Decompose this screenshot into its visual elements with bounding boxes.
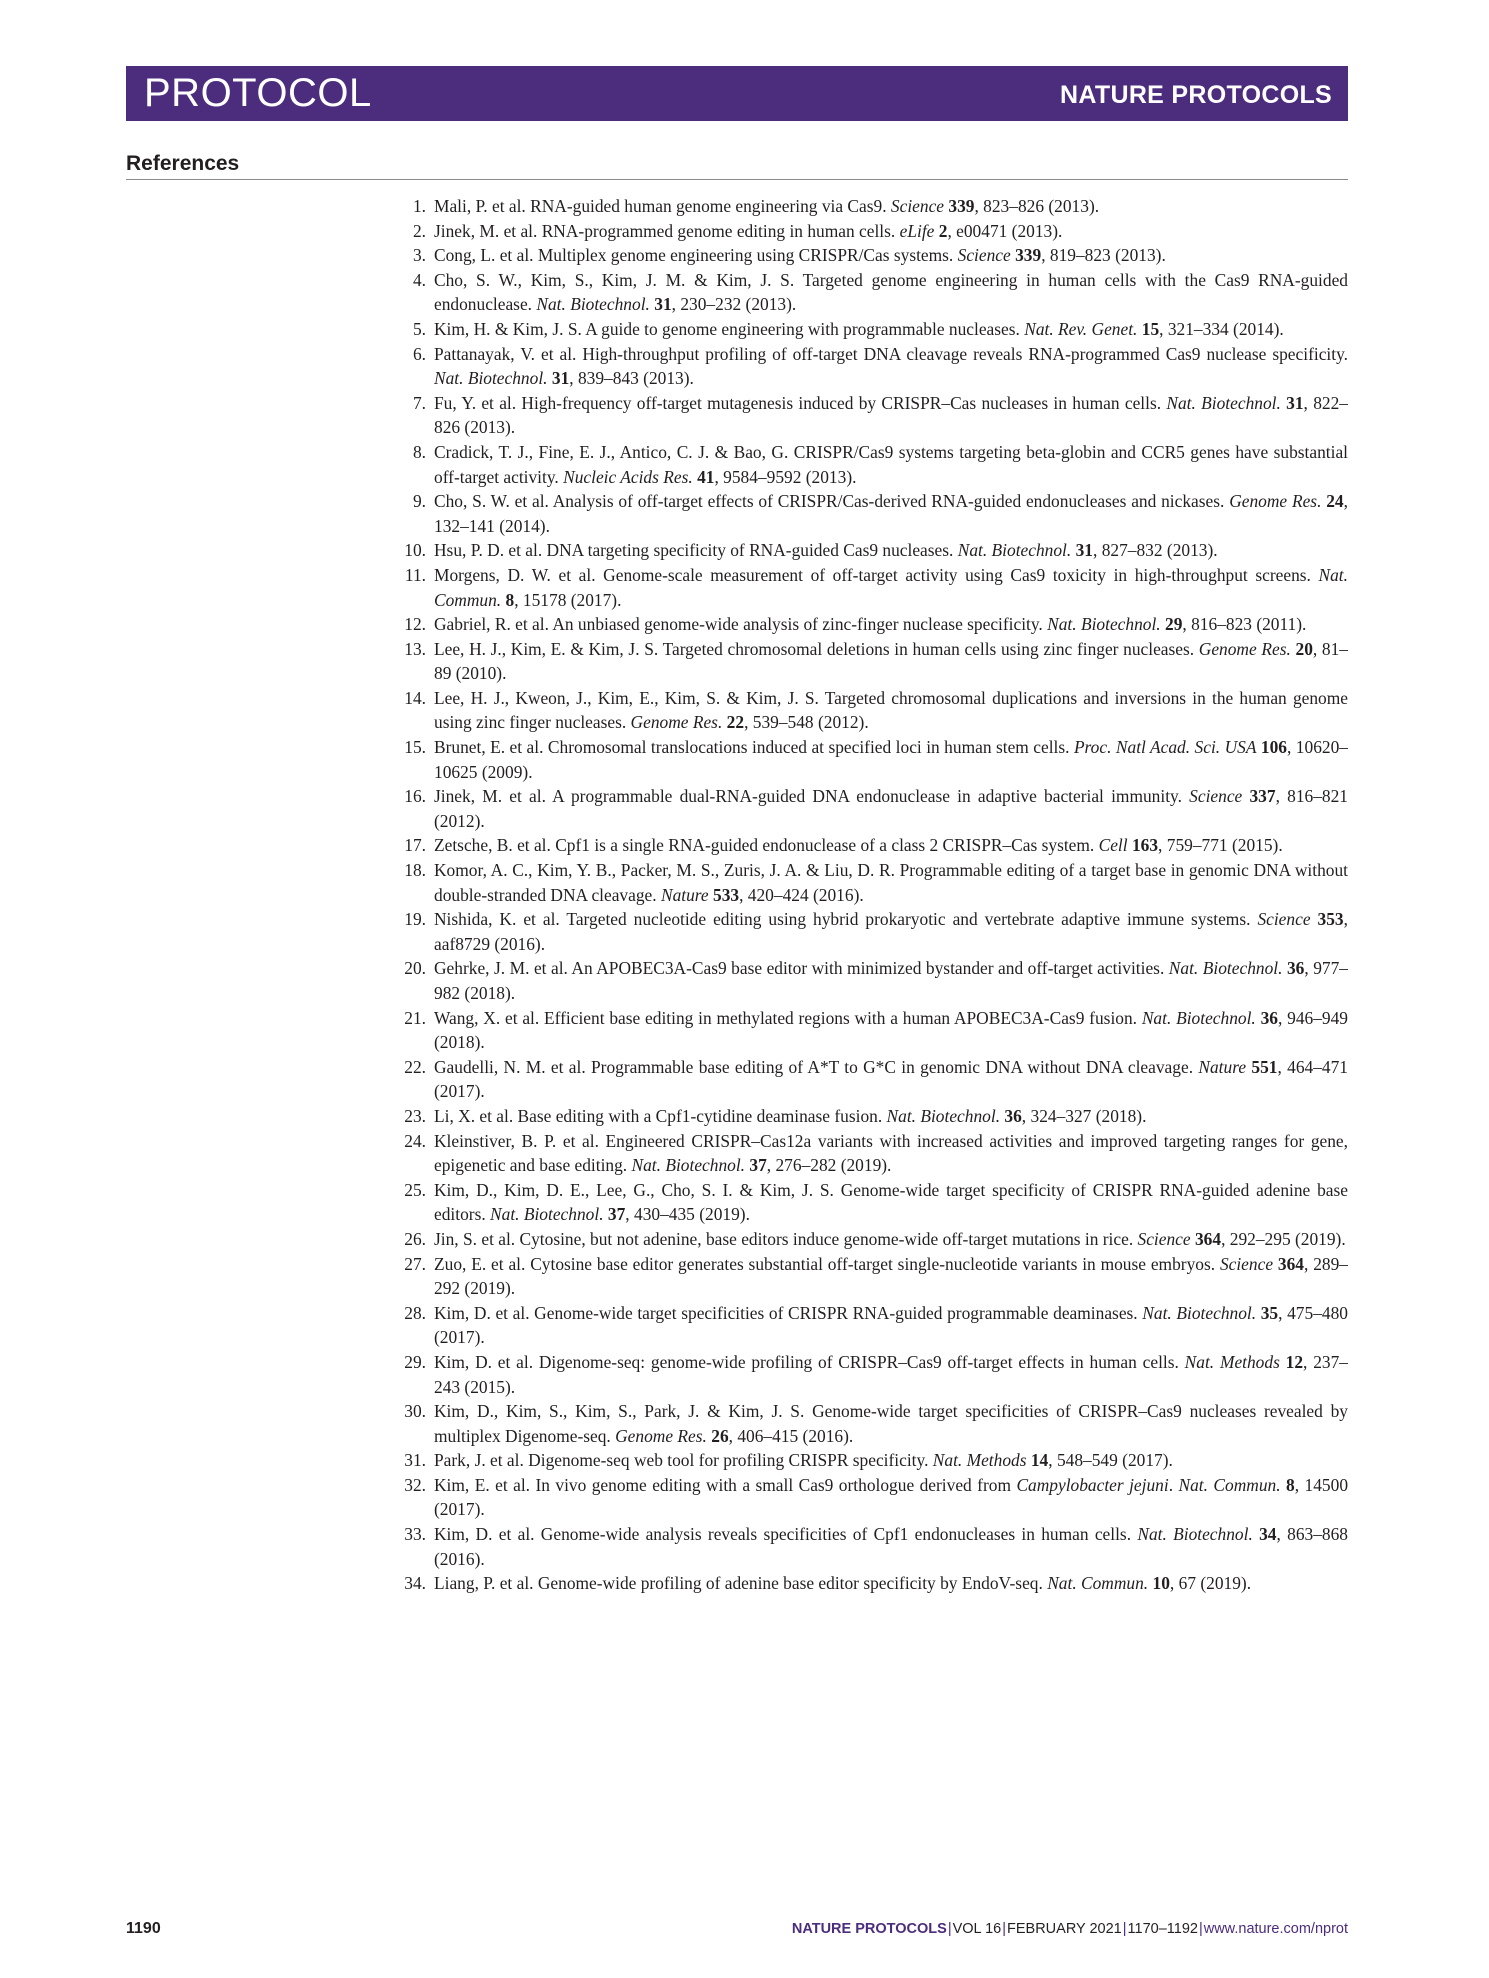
reference-volume: 12 — [1285, 1351, 1304, 1372]
heading-rule — [126, 179, 1348, 180]
footer-separator: | — [1122, 1921, 1127, 1937]
footer-date: FEBRUARY 2021 — [1007, 1921, 1122, 1937]
reference-volume: 31 — [654, 294, 672, 315]
page-number: 1190 — [126, 1920, 161, 1937]
reference-journal: eLife — [899, 220, 935, 241]
reference-item — [386, 1055, 1348, 1104]
reference-volume: 20 — [1295, 638, 1313, 659]
reference-item — [386, 612, 1348, 637]
reference-journal: Nat. Biotechnol. — [1168, 958, 1283, 979]
reference-journal: Nat. Biotechnol. — [886, 1105, 1001, 1126]
reference-journal: Nat. Biotechnol. — [1141, 1007, 1256, 1028]
reference-journal: Proc. Natl Acad. Sci. USA — [1073, 737, 1257, 758]
reference-item — [386, 735, 1348, 784]
journal-label: NATURE PROTOCOLS — [1060, 81, 1332, 109]
reference-item — [386, 489, 1348, 538]
reference-text: Gehrke, J. M. et al. An APOBEC3A-Cas9 base editor with minimized bystander and off-target activities. — [434, 958, 1169, 979]
reference-item — [386, 342, 1348, 391]
reference-volume: 26 — [711, 1425, 729, 1446]
reference-item — [386, 1006, 1348, 1055]
reference-journal: Nature — [1198, 1056, 1247, 1077]
reference-journal: Nat. Rev. Genet. — [1024, 318, 1138, 339]
reference-number: 30. — [404, 1401, 426, 1422]
reference-item — [386, 1399, 1348, 1448]
reference-journal: Genome Res. — [630, 712, 723, 733]
reference-text: , 946–949 (2018). — [434, 1007, 1348, 1053]
reference-number: 20. — [404, 958, 426, 979]
reference-journal: Nat. Commun. — [1178, 1474, 1281, 1495]
reference-text: Brunet, E. et al. Chromosomal translocations induced at specified loci in human stem cells. — [434, 737, 1074, 758]
reference-text: , 863–868 (2016). — [434, 1524, 1348, 1569]
reference-item — [386, 219, 1348, 244]
reference-volume: 24 — [1326, 491, 1344, 512]
reference-text: , 539–548 (2012). — [744, 712, 869, 733]
reference-text: Kleinstiver, B. P. et al. Engineered CRISPR–Cas12a variants with increased activities and improved targeting ranges for gene, epigenetic and base editing. — [434, 1130, 1348, 1176]
reference-volume: 35 — [1260, 1302, 1279, 1323]
reference-item — [386, 317, 1348, 342]
reference-text: Hsu, P. D. et al. DNA targeting specificity of RNA-guided Cas9 nucleases. — [434, 540, 958, 561]
reference-volume: 339 — [948, 196, 975, 216]
reference-journal: Nat. Biotechnol. — [490, 1204, 604, 1225]
reference-text: , 10620–10625 (2009). — [434, 737, 1348, 782]
reference-text: Gaudelli, N. M. et al. Programmable base editing of A*T to G*C in genomic DNA without DNA cleavage. — [434, 1056, 1199, 1077]
reference-number: 24. — [404, 1130, 426, 1151]
reference-text: Kim, E. et al. In vivo genome editing with a small Cas9 orthologue derived from — [434, 1474, 1017, 1495]
reference-text: Kim, D. et al. Genome-wide analysis reveals specificities of Cpf1 endonucleases in human cells. — [434, 1524, 1138, 1545]
reference-journal: Nat. Methods — [932, 1450, 1027, 1471]
reference-journal: Nat. Biotechnol. — [434, 368, 548, 389]
reference-text: , 816–821 (2012). — [434, 786, 1348, 831]
reference-text: Kim, D. et al. Digenome-seq: genome-wide profiling of CRISPR–Cas9 off-target effects in human cells. — [434, 1351, 1185, 1372]
reference-volume: 41 — [697, 466, 715, 487]
reference-number: 6. — [412, 343, 426, 364]
reference-text: Pattanayak, V. et al. High-throughput profiling of off-target DNA cleavage reveals RNA-programmed Cas9 nuclease specificity. — [434, 343, 1348, 364]
footer-url-link[interactable]: www.nature.com/nprot — [1203, 1921, 1348, 1937]
reference-journal: Nat. Biotechnol. — [631, 1155, 746, 1176]
reference-journal: Nat. Commun. — [1047, 1573, 1149, 1594]
reference-text — [1311, 909, 1318, 929]
reference-text: , 289–292 (2019). — [434, 1253, 1348, 1299]
reference-item — [386, 268, 1348, 317]
reference-number: 8. — [412, 441, 426, 462]
reference-volume: 551 — [1251, 1056, 1278, 1077]
reference-number: 16. — [404, 786, 426, 807]
reference-number: 12. — [404, 614, 426, 635]
reference-text: , 475–480 (2017). — [434, 1302, 1348, 1348]
reference-item — [386, 907, 1348, 956]
reference-text: Zuo, E. et al. Cytosine base editor generates substantial off-target single-nucleotide variants in mouse embryos. — [434, 1253, 1220, 1274]
reference-text: , 759–771 (2015). — [1158, 835, 1283, 856]
reference-journal: Genome Res. — [1198, 638, 1291, 659]
reference-text: , 67 (2019). — [1169, 1573, 1252, 1594]
reference-volume: 22 — [726, 712, 745, 733]
reference-text: , 819–823 (2013). — [1041, 245, 1166, 266]
reference-number: 13. — [404, 638, 426, 659]
reference-text: Kim, D., Kim, S., Kim, S., Park, J. & Kim, J. S. Genome-wide target specificities of CRISPR–Cas9 nucleases revealed by multiplex Digenome-seq. — [434, 1401, 1348, 1446]
reference-text: Jin, S. et al. Cytosine, but not adenine, base editors induce genome-wide off-target mutations in rice. — [434, 1228, 1138, 1249]
reference-volume: 14 — [1030, 1450, 1049, 1471]
reference-text: Cong, L. et al. Multiplex genome engineering using CRISPR/Cas systems. — [434, 245, 958, 266]
reference-text: , 15178 (2017). — [514, 589, 622, 610]
references-heading: References — [126, 152, 240, 175]
reference-item — [386, 784, 1348, 833]
reference-volume: 31 — [1075, 540, 1093, 561]
reference-item — [386, 1448, 1348, 1473]
reference-text: Lee, H. J., Kweon, J., Kim, E., Kim, S. & Kim, J. S. Targeted chromosomal duplications and inversions in the human genome using zinc finger nucleases. — [434, 687, 1348, 733]
reference-text: Cho, S. W. et al. Analysis of off-target effects of CRISPR/Cas-derived RNA-guided endonucleases and nickases. — [434, 491, 1230, 512]
reference-item — [386, 440, 1348, 489]
reference-journal: Nat. Biotechnol. — [1142, 1302, 1257, 1323]
footer-citation — [792, 1921, 1348, 1937]
reference-number: 2. — [412, 220, 426, 241]
footer-volume: VOL 16 — [952, 1921, 1002, 1937]
reference-volume: 8 — [1286, 1474, 1295, 1495]
reference-number: 32. — [404, 1474, 426, 1495]
reference-text: Zetsche, B. et al. Cpf1 is a single RNA-guided endonuclease of a class 2 CRISPR–Cas system. — [434, 835, 1099, 856]
reference-journal: Science — [957, 245, 1011, 266]
reference-volume: 533 — [713, 884, 740, 905]
reference-text: , aaf8729 (2016). — [434, 909, 1348, 954]
reference-text: , 464–471 (2017). — [434, 1056, 1349, 1102]
reference-item — [386, 858, 1348, 907]
reference-text: Komor, A. C., Kim, Y. B., Packer, M. S., Zuris, J. A. & Liu, D. R. Programmable editing of a target base in genomic DNA without double-stranded DNA cleavage. — [434, 860, 1348, 905]
header-banner — [126, 66, 1348, 121]
reference-text: , 430–435 (2019). — [625, 1204, 750, 1225]
reference-text: Cho, S. W., Kim, S., Kim, J. M. & Kim, J. S. Targeted genome engineering in human cells with the Cas9 RNA-guided endonuclease. — [434, 269, 1348, 315]
reference-volume: 36 — [1260, 1007, 1278, 1028]
reference-number: 9. — [412, 491, 426, 512]
reference-text: Nishida, K. et al. Targeted nucleotide editing using hybrid prokaryotic and vertebrate adaptive immune systems. — [434, 909, 1258, 930]
reference-text: , 324–327 (2018). — [1021, 1105, 1147, 1126]
footer-separator: | — [1002, 1921, 1007, 1937]
reference-text: Jinek, M. et al. A programmable dual-RNA-guided DNA endonuclease in adaptive bacterial immunity. — [434, 786, 1190, 807]
reference-item — [386, 1473, 1348, 1522]
reference-volume: 15 — [1141, 318, 1160, 339]
reference-volume: 339 — [1015, 245, 1042, 266]
reference-journal: Nucleic Acids Res. — [563, 466, 693, 487]
reference-journal: Science — [1189, 786, 1243, 807]
reference-item — [386, 1571, 1348, 1596]
reference-journal: Science — [1137, 1228, 1191, 1249]
reference-text: Lee, H. J., Kim, E. & Kim, J. S. Targeted chromosomal deletions in human cells using zinc finger nucleases. — [434, 638, 1199, 659]
reference-text: , 977–982 (2018). — [434, 958, 1348, 1003]
reference-journal: Genome Res. — [1229, 491, 1322, 512]
reference-item — [386, 391, 1348, 440]
reference-text: , 420–424 (2016). — [739, 884, 864, 905]
reference-text: , 292–295 (2019). — [1221, 1228, 1346, 1249]
reference-item — [386, 1104, 1348, 1129]
reference-number: 26. — [404, 1228, 426, 1249]
reference-number: 14. — [404, 687, 426, 708]
reference-journal: Nat. Biotechnol. — [957, 540, 1072, 561]
reference-journal: Nat. Commun. — [434, 564, 1348, 610]
reference-item — [386, 1252, 1348, 1301]
reference-list — [386, 194, 1348, 1596]
reference-number: 3. — [412, 245, 426, 266]
reference-volume: 34 — [1259, 1524, 1277, 1545]
reference-text: , 81–89 (2010). — [434, 638, 1348, 684]
reference-item — [386, 637, 1348, 686]
reference-journal: Nat. Biotechnol. — [1166, 392, 1281, 413]
reference-text: Wang, X. et al. Efficient base editing in methylated regions with a human APOBEC3A-Cas9 fusion. — [434, 1007, 1142, 1028]
reference-item — [386, 1227, 1348, 1252]
reference-text: Morgens, D. W. et al. Genome-scale measurement of off-target activity using Cas9 toxicity in high-throughput screens. — [434, 564, 1319, 585]
reference-text: , 822–826 (2013). — [434, 392, 1348, 438]
section-label: PROTOCOL — [144, 71, 372, 115]
reference-item — [386, 1129, 1348, 1178]
reference-text: , 816–823 (2011). — [1182, 614, 1307, 635]
reference-text: , 276–282 (2019). — [766, 1155, 892, 1176]
reference-volume: 37 — [749, 1155, 767, 1176]
reference-journal: Nat. Biotechnol. — [1137, 1524, 1253, 1545]
reference-volume: 37 — [607, 1204, 626, 1225]
reference-text: , 406–415 (2016). — [728, 1425, 854, 1446]
reference-item — [386, 1350, 1348, 1399]
reference-text: , 230–232 (2013). — [671, 294, 797, 315]
reference-text: Park, J. et al. Digenome-seq web tool for profiling CRISPR specificity. — [434, 1450, 933, 1471]
reference-volume: 163 — [1131, 835, 1159, 856]
reference-journal: Nature — [660, 884, 709, 905]
reference-volume: 31 — [551, 368, 570, 389]
reference-number: 17. — [404, 835, 426, 856]
reference-text: , 14500 (2017). — [434, 1474, 1349, 1520]
reference-item — [386, 194, 1348, 219]
reference-text: . — [1168, 1474, 1179, 1495]
reference-journal: Science — [890, 196, 945, 216]
reference-number: 7. — [412, 392, 426, 413]
reference-text: , 839–843 (2013). — [569, 368, 694, 389]
reference-number: 28. — [404, 1302, 426, 1323]
reference-number: 33. — [404, 1524, 426, 1545]
reference-journal: Nat. Biotechnol. — [1047, 614, 1161, 635]
reference-item — [386, 1522, 1348, 1571]
reference-text: , 827–832 (2013). — [1093, 540, 1218, 561]
reference-volume: 8 — [505, 589, 515, 610]
reference-journal: Cell — [1098, 835, 1128, 856]
footer-separator: | — [1198, 1921, 1203, 1937]
reference-text: Kim, H. & Kim, J. S. A guide to genome engineering with programmable nucleases. — [434, 318, 1025, 339]
reference-text: , 548–549 (2017). — [1048, 1450, 1173, 1471]
footer-journal: NATURE PROTOCOLS — [791, 1921, 947, 1937]
reference-number: 11. — [404, 564, 426, 585]
reference-text: , 132–141 (2014). — [434, 491, 1348, 536]
reference-text: , 823–826 (2013). — [974, 196, 1100, 216]
reference-text: Mali, P. et al. RNA-guided human genome engineering via Cas9. — [434, 196, 891, 216]
reference-number: 22. — [404, 1056, 426, 1077]
reference-volume: 36 — [1286, 958, 1305, 979]
reference-item — [386, 1178, 1348, 1227]
reference-number: 21. — [404, 1007, 426, 1028]
reference-text: , 321–334 (2014). — [1159, 318, 1284, 339]
reference-volume: 2 — [938, 220, 948, 241]
reference-number: 23. — [404, 1105, 426, 1126]
reference-text: , 237–243 (2015). — [434, 1351, 1348, 1397]
reference-text: Kim, D., Kim, D. E., Lee, G., Cho, S. I. & Kim, J. S. Genome-wide target specificity of CRISPR RNA-guided adenine base editors. — [434, 1179, 1348, 1225]
reference-number: 34. — [404, 1573, 426, 1594]
reference-number: 27. — [404, 1253, 426, 1274]
reference-number: 15. — [404, 737, 426, 758]
reference-number: 10. — [404, 540, 426, 561]
reference-item — [386, 563, 1348, 612]
reference-journal: Genome Res. — [615, 1425, 707, 1446]
reference-volume: 106 — [1260, 737, 1287, 758]
reference-item — [386, 243, 1348, 268]
reference-text: Cradick, T. J., Fine, E. J., Antico, C. J. & Bao, G. CRISPR/Cas9 systems targeting beta-globin and CCR5 genes have substantial off-target activity. — [434, 441, 1348, 487]
reference-number: 25. — [404, 1179, 426, 1200]
reference-journal: Science — [1257, 909, 1311, 930]
reference-item — [386, 956, 1348, 1005]
reference-item — [386, 686, 1348, 735]
reference-text: Li, X. et al. Base editing with a Cpf1-cytidine deaminase fusion. — [434, 1105, 887, 1126]
reference-volume: 364 — [1277, 1253, 1304, 1274]
footer-pages: 1170–1192 — [1127, 1921, 1198, 1937]
reference-journal: Nat. Methods — [1184, 1351, 1280, 1372]
reference-number: 4. — [412, 269, 426, 290]
reference-journal: Science — [1219, 1253, 1274, 1274]
reference-number: 29. — [404, 1351, 426, 1372]
reference-volume: 10 — [1152, 1573, 1170, 1594]
reference-text: Gabriel, R. et al. An unbiased genome-wide analysis of zinc-finger nuclease specificity. — [434, 614, 1048, 635]
footer-separator: | — [947, 1921, 952, 1937]
reference-number: 18. — [404, 860, 426, 881]
reference-item — [386, 538, 1348, 563]
reference-volume: 364 — [1194, 1228, 1222, 1249]
reference-journal: Campylobacter jejuni — [1016, 1474, 1169, 1495]
reference-volume: 353 — [1317, 909, 1344, 930]
reference-journal: Nat. Biotechnol. — [536, 294, 650, 315]
reference-volume: 31 — [1286, 392, 1304, 413]
reference-volume: 29 — [1165, 614, 1183, 635]
reference-text: Jinek, M. et al. RNA-programmed genome editing in human cells. — [434, 220, 900, 241]
reference-text: Liang, P. et al. Genome-wide profiling of adenine base editor specificity by EndoV-seq. — [434, 1573, 1048, 1594]
reference-item — [386, 1301, 1348, 1350]
reference-text: , 9584–9592 (2013). — [714, 466, 857, 487]
reference-text: , e00471 (2013). — [947, 220, 1063, 241]
reference-number: 19. — [404, 909, 426, 930]
reference-volume: 36 — [1004, 1105, 1022, 1126]
reference-number: 5. — [412, 318, 426, 339]
reference-number: 31. — [404, 1450, 426, 1471]
reference-text: Kim, D. et al. Genome-wide target specificities of CRISPR RNA-guided programmable deaminases. — [434, 1302, 1143, 1323]
reference-number: 1. — [412, 196, 426, 216]
reference-volume: 337 — [1249, 786, 1276, 807]
reference-item — [386, 833, 1348, 858]
reference-text: Fu, Y. et al. High-frequency off-target mutagenesis induced by CRISPR–Cas nucleases in human cells. — [434, 392, 1167, 413]
